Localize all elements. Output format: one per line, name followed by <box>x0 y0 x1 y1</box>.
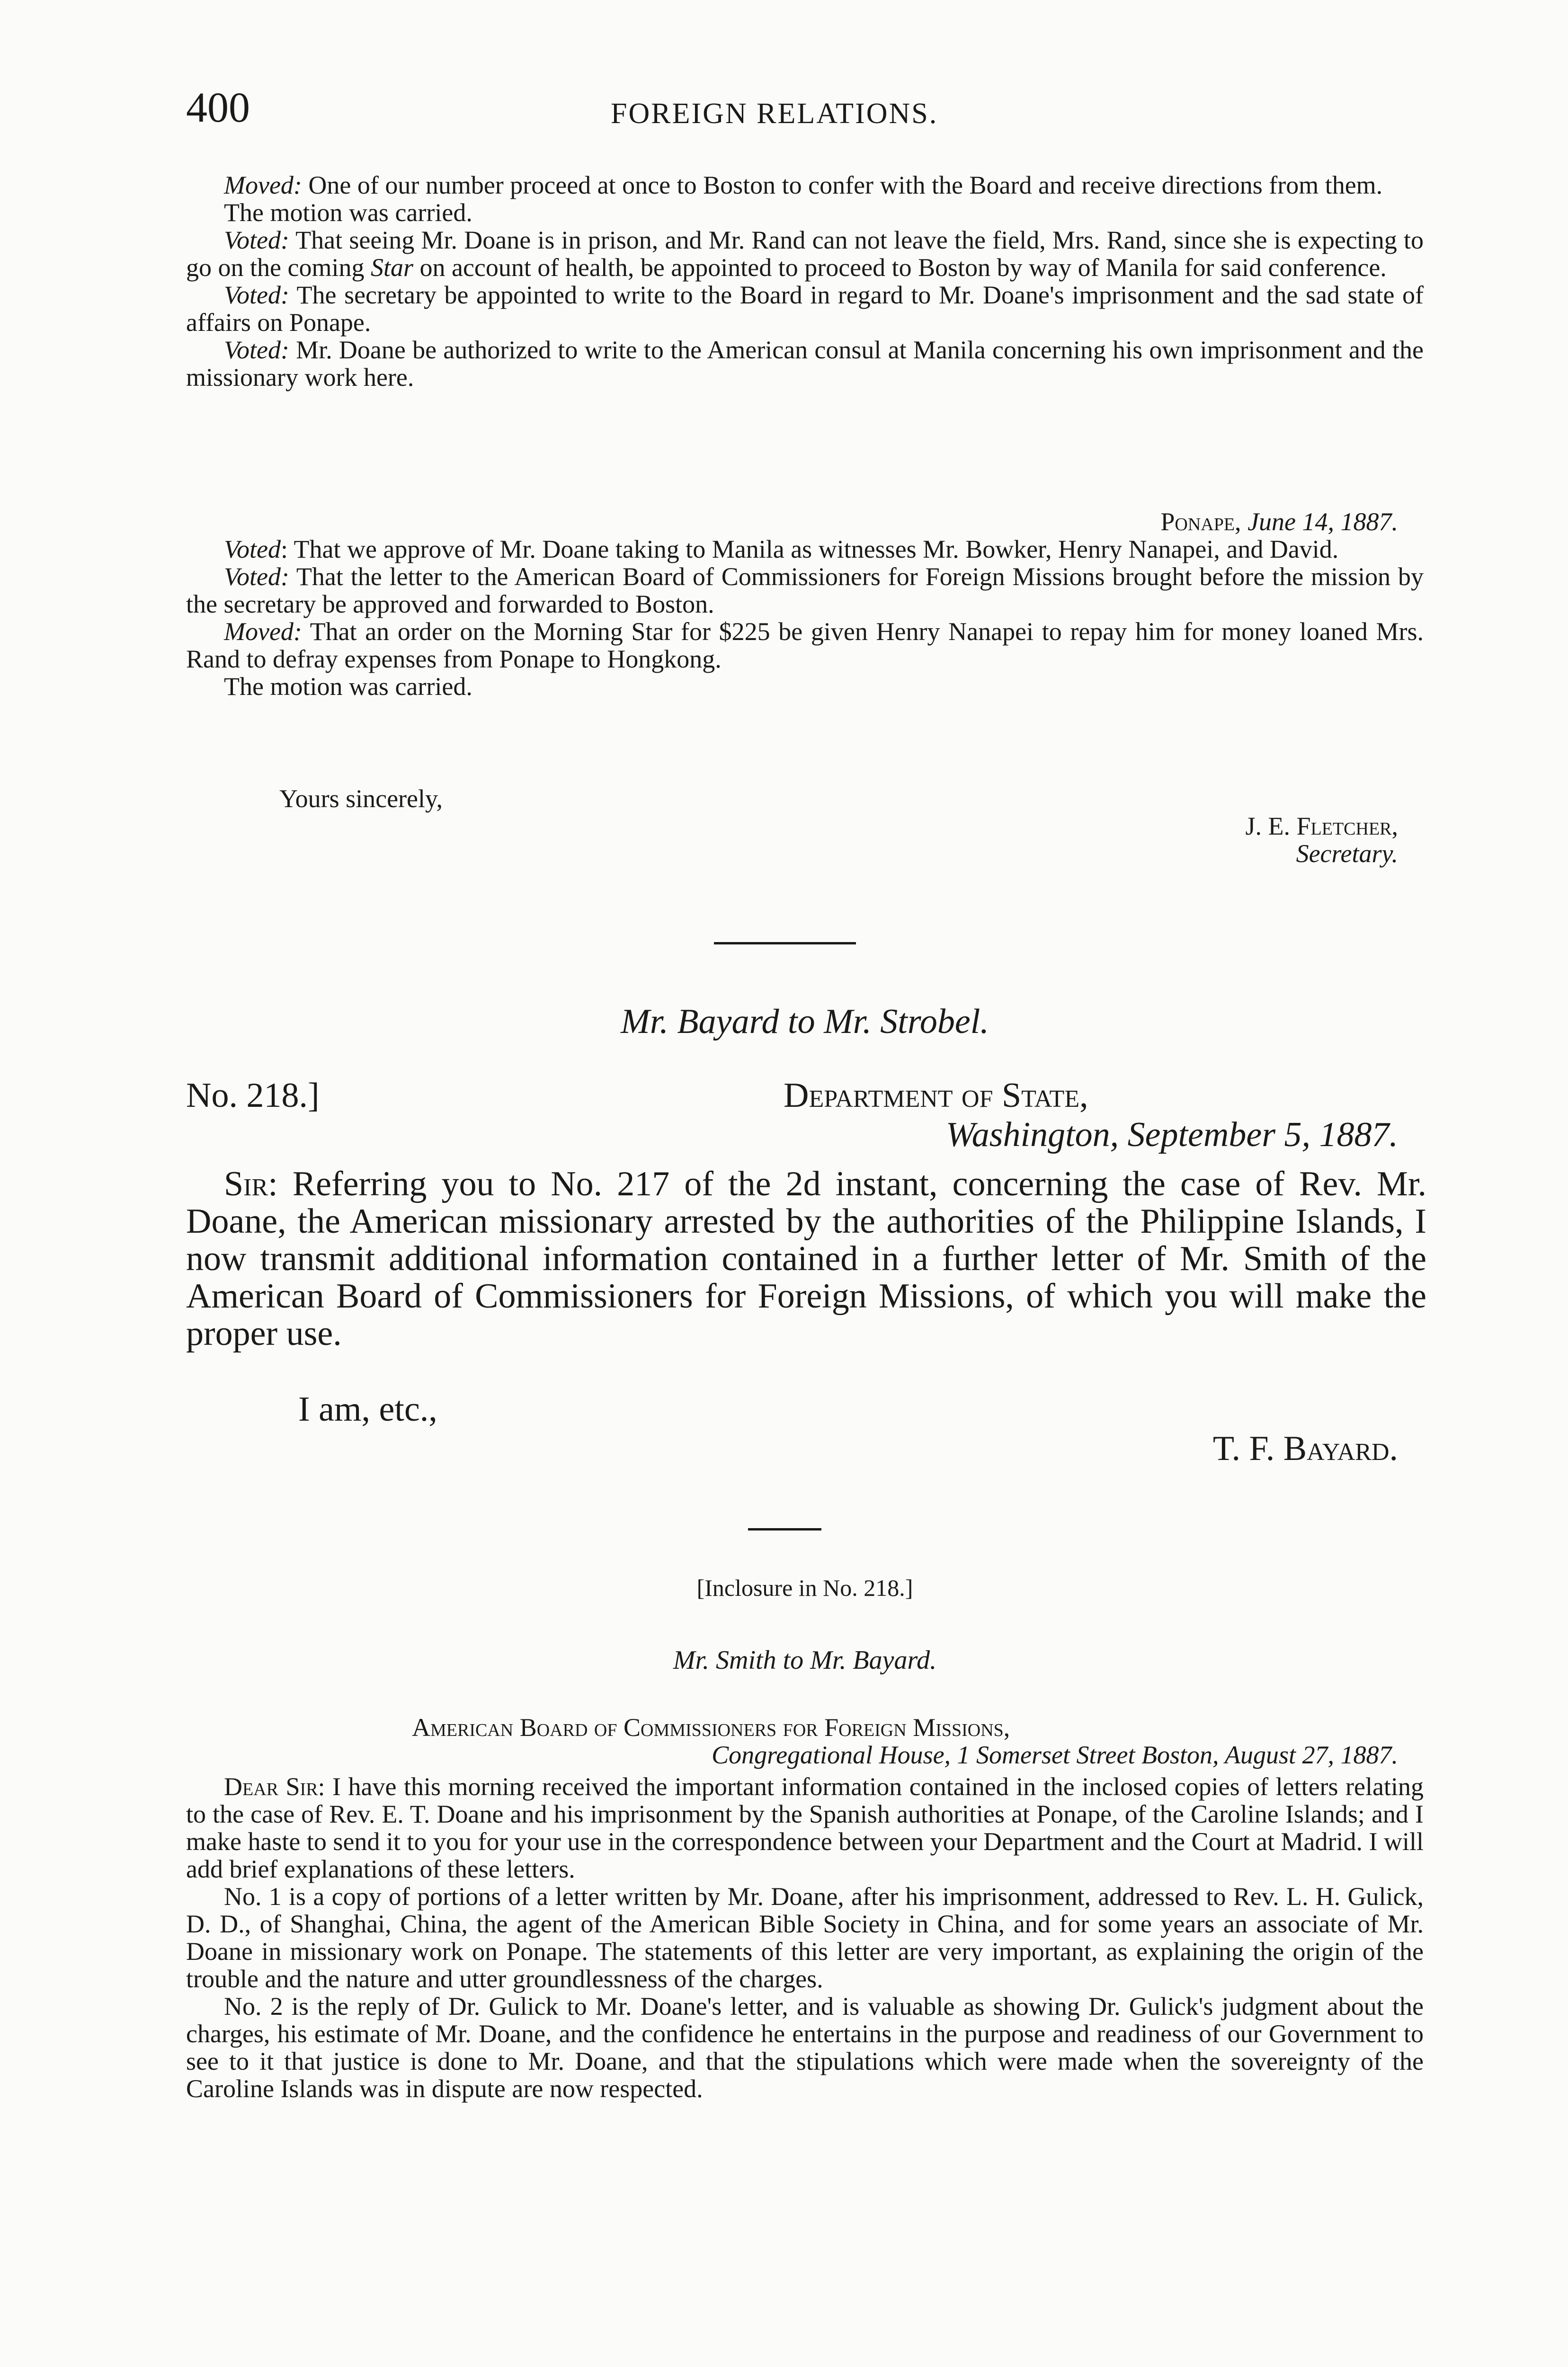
page-number: 400 <box>186 84 250 131</box>
salutation: Sir: <box>224 1165 278 1203</box>
inclosure-heading: Mr. Smith to Mr. Bayard. <box>673 1646 937 1675</box>
minute-item: Voted: The secretary be appointed to write to the Board in regard to Mr. Doane's imprisonment and the sad state of affairs on Ponape. <box>186 281 1424 337</box>
minute-item: Moved: One of our number proceed at once to Boston to confer with the Board and receive directions from them. <box>224 171 1383 199</box>
letter-number: No. 218.] <box>186 1076 320 1115</box>
inclosure-note: [Inclosure in No. 218.] <box>696 1575 913 1601</box>
letter-body-text: Referring you to No. 217 of the 2d instant, concerning the case of Rev. Mr. Doane, the American missionary arrested by the authorities of the Philippine Islands, I now transmit additional information contained in a further letter of Mr. Smith of the American Board of Commissioners for Foreign Missions, of which you will make the proper use. <box>186 1165 1426 1353</box>
inclosure-org: American Board of Commissioners for Foreign Missions, <box>412 1713 1010 1742</box>
minute-item: Voted: Mr. Doane be authorized to write to the American consul at Manila concerning his own imprisonment and the missionary work here. <box>186 336 1424 392</box>
minute-item: Moved: That an order on the Morning Star for $225 be given Henry Nanapei to repay him for money loaned Mrs. Rand to defray expenses from Ponape to Hongkong. <box>186 617 1424 673</box>
minute-item: Voted: That seeing Mr. Doane is in prison, and Mr. Rand can not leave the field, Mrs. Rand, since she is expecting to go on the coming Star on account of health, be appointed to proceed to Boston by way of Manila for said conference. <box>186 226 1424 282</box>
inclosure-paragraph: Dear Sir: I have this morning received the important information contained in the inclosed copies of letters relating to the case of Rev. E. T. Doane and his imprisonment by the Spanish authorities at Ponape, of the Caroline Islands; and I make haste to send it to you for your use in the correspondence between your Department and the Court at Madrid. I will add brief explanations of these letters. <box>186 1772 1424 1883</box>
minute-item: The motion was carried. <box>224 198 472 227</box>
letter-heading: Mr. Bayard to Mr. Strobel. <box>621 1002 989 1041</box>
signature-title: Secretary. <box>1296 839 1398 868</box>
divider <box>714 942 856 944</box>
minute-item: The motion was carried. <box>224 672 472 701</box>
minutes-block <box>186 171 1424 391</box>
minute-item: Voted: That we approve of Mr. Doane taking to Manila as witnesses Mr. Bowker, Henry Nanapei, and David. <box>224 535 1339 563</box>
dateline-ponape: Ponape, June 14, 1887. <box>1160 507 1398 536</box>
signature-name: J. E. Fletcher, <box>1245 812 1398 840</box>
divider <box>748 1528 821 1531</box>
inclosure-paragraph: No. 1 is a copy of portions of a letter written by Mr. Doane, after his imprisonment, addressed to Rev. L. H. Gulick, D. D., of Shanghai, China, the agent of the American Bible Society in China, and for some years an associate of Mr. Doane in missionary work on Ponape. The statements of this letter are very important, as explaining the origin of the trouble and the nature and utter groundlessness of the charges. <box>186 1882 1424 1993</box>
salutation: Dear Sir: <box>224 1772 325 1801</box>
letter-closing: I am, etc., <box>298 1390 437 1429</box>
inclosure-address: Congregational House, 1 Somerset Street Boston, August 27, 1887. <box>712 1741 1398 1769</box>
closing-yours-sincerely: Yours sincerely, <box>279 784 443 813</box>
inclosure-paragraph: No. 2 is the reply of Dr. Gulick to Mr. Doane's letter, and is valuable as showing Dr. Gulick's judgment about the charges, his estimate of Mr. Doane, and the confidence he entertains in the purpose and readiness of our Government to see to it that justice is done to Mr. Doane, and that the stipulations which were made when the sovereignty of the Caroline Islands was in dispute are now respected. <box>186 1992 1424 2103</box>
minutes-block-2 <box>186 535 1424 700</box>
letter-body <box>186 1166 1426 1353</box>
department-heading: Department of State, <box>784 1076 1088 1115</box>
letter-place-date: Washington, September 5, 1887. <box>945 1115 1398 1154</box>
inclosure-body <box>186 1773 1424 2102</box>
minute-item: Voted: That the letter to the American Board of Commissioners for Foreign Missions brought before the mission by the secretary be approved and forwarded to Boston. <box>186 562 1424 618</box>
running-title: FOREIGN RELATIONS. <box>611 98 938 130</box>
letter-signature: T. F. Bayard. <box>1212 1429 1398 1468</box>
